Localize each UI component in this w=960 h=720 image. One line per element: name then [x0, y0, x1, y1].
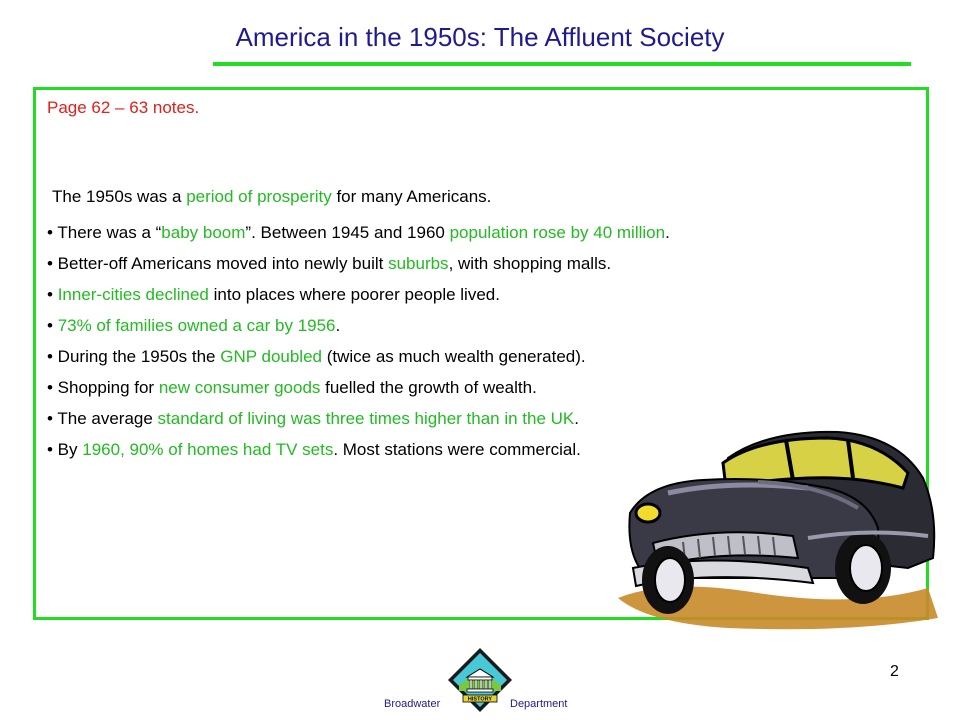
- text-segment: • There was a “: [47, 223, 162, 242]
- text-segment: (twice as much wealth generated).: [322, 347, 586, 366]
- highlighted-text: 73% of families owned a car by 1956: [57, 316, 336, 335]
- highlighted-text: new consumer goods: [158, 378, 321, 397]
- text-segment: • Shopping for: [47, 378, 159, 397]
- text-segment: ”. Between 1945 and 1960: [245, 223, 450, 242]
- bullet-list: [47, 221, 670, 469]
- text-segment: .: [665, 223, 670, 242]
- intro-line: [52, 187, 491, 207]
- highlighted-text: 1960, 90% of homes had TV sets: [82, 440, 334, 459]
- highlighted-text: baby boom: [161, 223, 246, 242]
- vintage-car-image: [608, 418, 948, 633]
- text-segment: • By: [47, 440, 83, 459]
- text-segment: The 1950s was a: [52, 187, 187, 206]
- text-segment: .: [335, 316, 341, 335]
- highlighted-text: Inner-cities declined: [57, 285, 209, 304]
- bullet-item: [47, 376, 670, 407]
- text-segment: • Better-off Americans moved into newly built: [47, 254, 389, 273]
- highlighted-text: period of prosperity: [186, 187, 332, 206]
- bullet-item: [47, 407, 670, 438]
- text-segment: fuelled the growth of wealth.: [320, 378, 537, 397]
- bullet-item: [47, 283, 670, 314]
- footer-department: Department: [510, 698, 568, 710]
- slide-title: America in the 1950s: The Affluent Society: [235, 22, 725, 52]
- text-segment: , with shopping malls.: [448, 254, 612, 273]
- text-segment: •: [47, 285, 58, 304]
- highlighted-text: population rose by 40 million: [449, 223, 666, 242]
- highlighted-text: suburbs: [388, 254, 449, 273]
- text-segment: into places where poorer people lived.: [208, 285, 500, 304]
- text-segment: .: [574, 409, 580, 428]
- text-segment: •: [47, 316, 58, 335]
- logo-text: HISTORY: [467, 696, 493, 703]
- bullet-item: [47, 438, 670, 469]
- bullet-item: [47, 221, 670, 252]
- text-segment: for many Americans.: [331, 187, 492, 206]
- bullet-item: [47, 345, 670, 376]
- bullet-item: [47, 314, 670, 345]
- text-segment: . Most stations were commercial.: [333, 440, 581, 459]
- bullet-item: [47, 252, 670, 283]
- highlighted-text: standard of living was three times higher than in the UK: [157, 409, 575, 428]
- notes-heading: Page 62 – 63 notes.: [47, 98, 200, 117]
- footer-school-name: Broadwater: [384, 698, 441, 710]
- highlighted-text: GNP doubled: [220, 347, 322, 366]
- page-number: 2: [890, 663, 899, 680]
- text-segment: • The average: [47, 409, 158, 428]
- history-department-logo: [447, 647, 513, 713]
- text-segment: • During the 1950s the: [47, 347, 221, 366]
- title-underline: [213, 62, 911, 66]
